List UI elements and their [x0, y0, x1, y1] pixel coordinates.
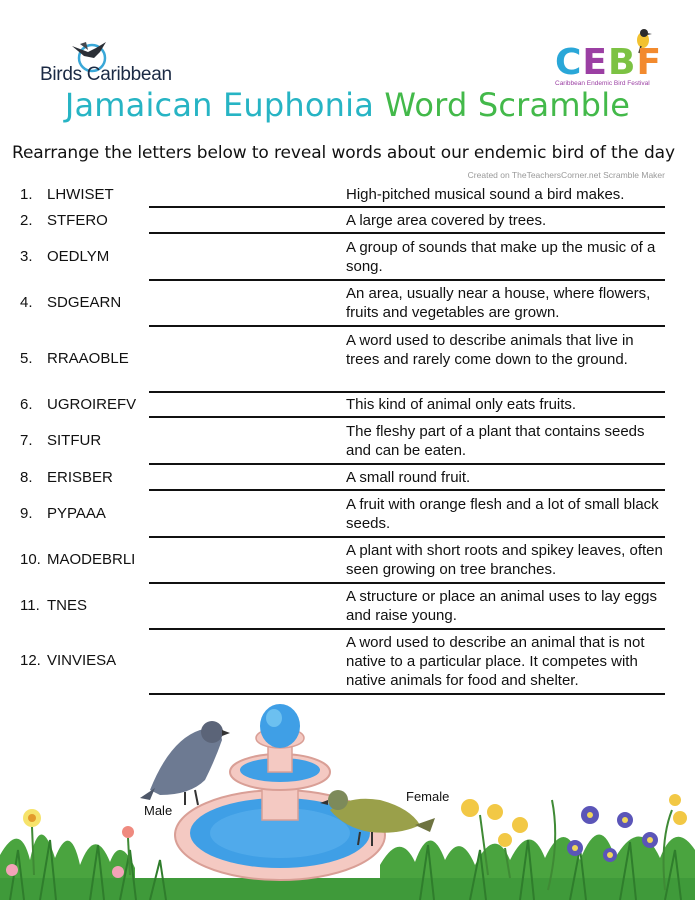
title-part-1: Jamaican Euphonia: [64, 86, 375, 124]
answer-line[interactable]: [149, 232, 665, 234]
row-number: 1.: [20, 186, 33, 203]
cebf-logo: [555, 28, 665, 90]
row-number: 12.: [20, 652, 41, 669]
scrambled-word: OEDLYM: [47, 248, 110, 265]
female-label: Female: [406, 789, 450, 804]
birdscaribbean-logo: [40, 38, 180, 88]
birdscaribbean-logo-text: Birds Caribbean: [40, 64, 172, 85]
answer-line[interactable]: [149, 416, 665, 418]
title-part-2: Word Scramble: [384, 86, 631, 124]
answer-line[interactable]: [149, 628, 665, 630]
answer-line[interactable]: [149, 489, 665, 491]
answer-line[interactable]: [149, 206, 665, 208]
scrambled-word: SDGEARN: [47, 294, 122, 311]
scrambled-word: TNES: [47, 597, 88, 614]
cebf-logo-subtitle: Caribbean Endemic Bird Festival: [555, 80, 650, 87]
garden-illustration: [0, 700, 695, 900]
clue-text: A word used to describe an animal that is not native to a particular place. It competes with native animals for food and shelter.: [346, 634, 645, 689]
scrambled-word: STFERO: [47, 212, 108, 229]
answer-line[interactable]: [149, 582, 665, 584]
answer-line[interactable]: [149, 693, 665, 695]
clue-text: An area, usually near a house, where flowers, fruits and vegetables are grown.: [346, 285, 651, 321]
row-number: 10.: [20, 551, 41, 568]
answer-line[interactable]: [149, 325, 665, 327]
scrambled-word: LHWISET: [47, 186, 114, 203]
scrambled-word: RRAAOBLE: [47, 350, 129, 367]
row-number: 4.: [20, 294, 33, 311]
clue-text: This kind of animal only eats fruits.: [346, 396, 577, 413]
scrambled-word: UGROIREFV: [47, 396, 137, 413]
instructions: Rearrange the letters below to reveal words about our endemic bird of the day: [12, 143, 675, 163]
male-label: Male: [144, 803, 173, 818]
scrambled-word: PYPAAA: [47, 505, 106, 522]
clue-text: A small round fruit.: [346, 469, 471, 486]
scrambled-word: VINVIESA: [47, 652, 117, 669]
row-number: 7.: [20, 432, 33, 449]
row-number: 11.: [20, 597, 40, 614]
answer-line[interactable]: [149, 279, 665, 281]
scrambled-word: ERISBER: [47, 469, 113, 486]
answer-line[interactable]: [149, 536, 665, 538]
clue-text: A large area covered by trees.: [346, 212, 547, 229]
page-title: [0, 86, 695, 124]
credit-line: Created on TheTeachersCorner.net Scramble Maker: [467, 170, 665, 180]
male-bird: [140, 721, 230, 805]
clue-text: A group of sounds that make up the music of a song.: [346, 239, 656, 275]
scrambled-word: SITFUR: [47, 432, 102, 449]
scrambled-word: MAODEBRLI: [47, 551, 136, 568]
clue-text: High-pitched musical sound a bird makes.: [346, 186, 625, 203]
row-number: 6.: [20, 396, 33, 413]
cebf-logo-text: CEBF: [555, 42, 663, 83]
clue-text: A plant with short roots and spikey leaves, often seen growing on tree branches.: [346, 542, 663, 578]
clue-text: A structure or place an animal uses to lay eggs and raise young.: [346, 588, 658, 624]
row-number: 3.: [20, 248, 33, 265]
answer-line[interactable]: [149, 463, 665, 465]
row-number: 5.: [20, 350, 33, 367]
row-number: 9.: [20, 505, 33, 522]
answer-line[interactable]: [149, 391, 665, 393]
row-number: 2.: [20, 212, 33, 229]
clue-text: The fleshy part of a plant that contains seeds and can be eaten.: [346, 423, 645, 459]
row-number: 8.: [20, 469, 33, 486]
clue-text: A fruit with orange flesh and a lot of small black seeds.: [346, 496, 659, 532]
clue-text: A word used to describe animals that live in trees and rarely come down to the ground.: [346, 332, 634, 368]
